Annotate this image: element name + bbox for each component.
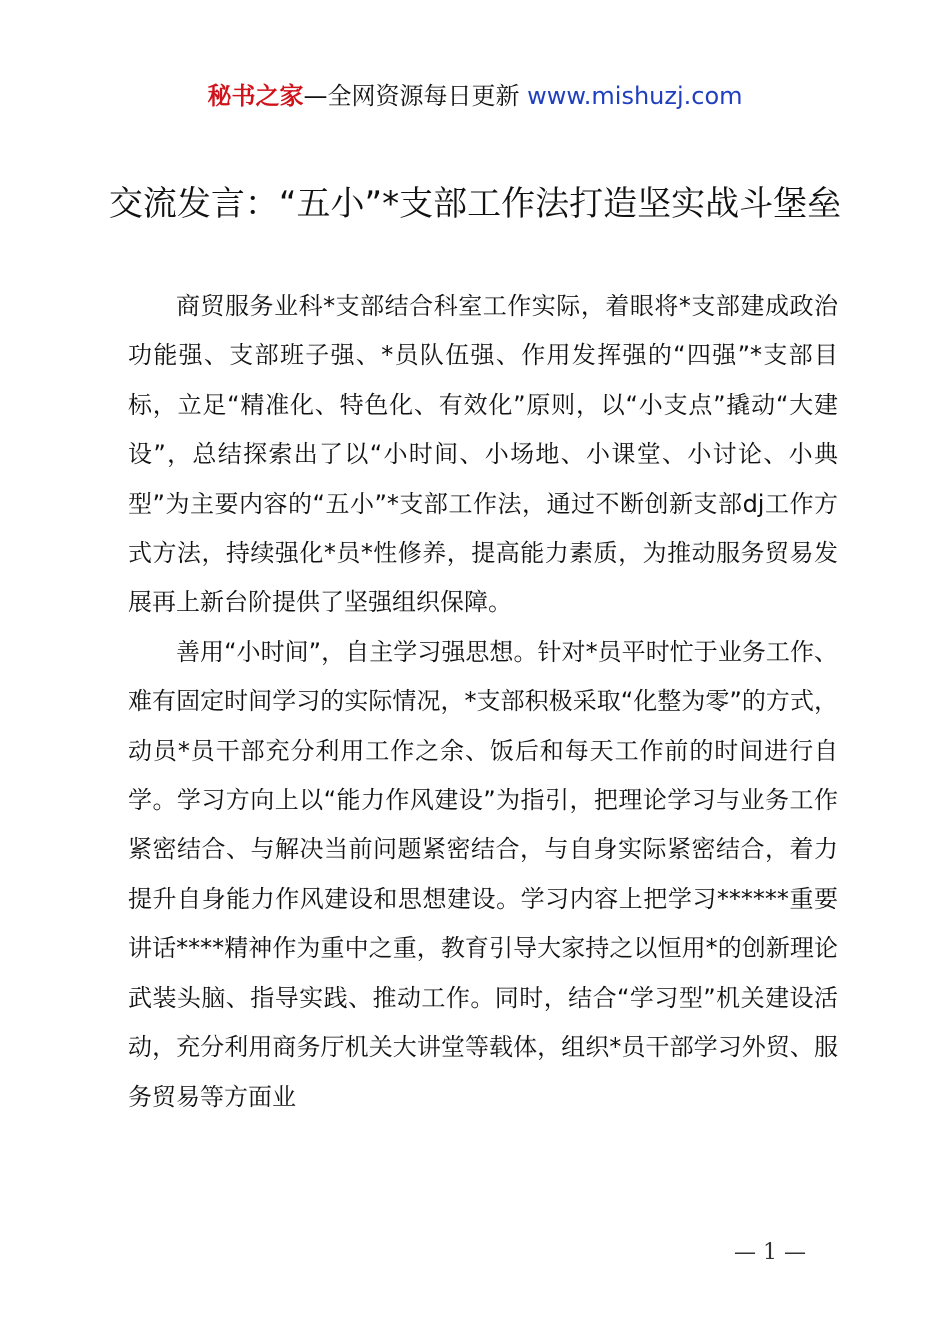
site-tagline: —全网资源每日更新 (303, 82, 528, 110)
page-number: — 1 — (734, 1240, 806, 1265)
document-title: 交流发言：“五小”*支部工作法打造坚实战斗堡垒 (108, 184, 842, 224)
site-brand: 秘书之家 (207, 82, 304, 110)
site-header (0, 80, 950, 112)
document-body (128, 282, 838, 1122)
paragraph: 商贸服务业科*支部结合科室工作实际，着眼将*支部建成政治功能强、支部班子强、*员队伍强、作用发挥强的“四强”*支部目标，立足“精准化、特色化、有效化”原则，以“小支点”撬动“大建设”，总结探索出了以“小时间、小场地、小课堂、小讨论、小典型”为主要内容的“五小”*支部工作法，通过不断创新支部dj工作方式方法，持续强化*员*性修养，提高能力素质，为推动服务贸易发展再上新台阶提供了坚强组织保障。 (128, 292, 838, 617)
paragraph: 善用“小时间”，自主学习强思想。针对*员平时忙于业务工作、难有固定时间学习的实际情况，*支部积极采取“化整为零”的方式，动员*员干部充分利用工作之余、饭后和每天工作前的时间进行自学。学习方向上以“能力作风建设”为指引，把理论学习与业务工作紧密结合、与解决当前问题紧密结合，与自身实际紧密结合，着力提升自身能力作风建设和思想建设。学习内容上把学习******重要讲话****精神作为重中之重，教育引导大家持之以恒用*的创新理论武装头脑、指导实践、推动工作。同时，结合“学习型”机关建设活动，充分利用商务厅机关大讲堂等载体，组织*员干部学习外贸、服务贸易等方面业 (128, 637, 838, 1111)
site-url[interactable]: www.mishuzj.com (527, 82, 743, 110)
